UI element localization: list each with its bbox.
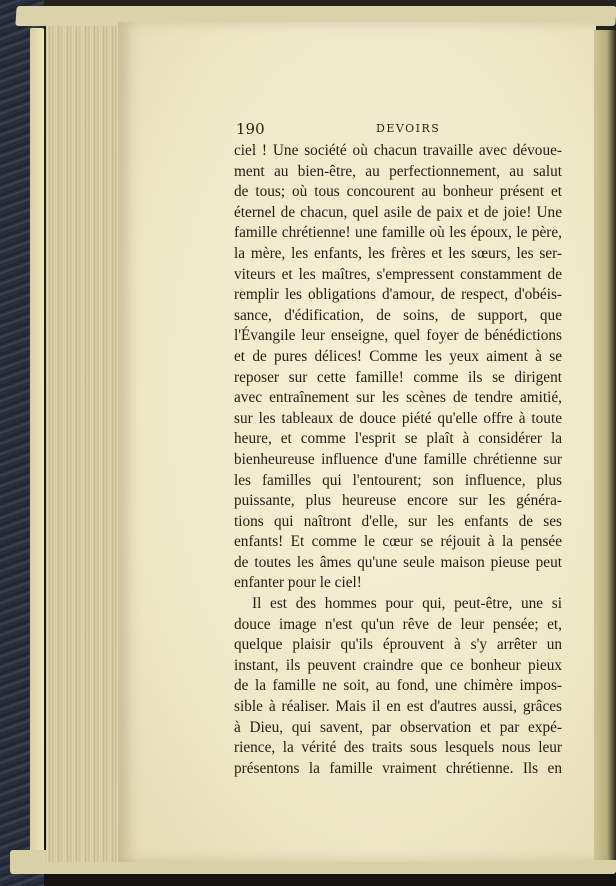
text-line: ment au bien-être, au perfectionnement, au salut [234, 162, 562, 180]
text-line: de toutes les âmes qu'une seule maison pieuse peut [234, 553, 562, 571]
facing-page-edge [594, 30, 616, 860]
text-line: heure, et comme l'esprit se plaît à considérer la [234, 430, 562, 448]
text-line: sible à réaliser. Mais il en est d'autres aussi, grâces [234, 698, 562, 716]
page-stack [46, 26, 126, 862]
text-line: de tous; où tous concourent au bonheur présent et [234, 183, 562, 201]
text-line: viteurs et les maîtres, s'empressent constamment de [234, 265, 562, 283]
text-line: instant, ils peuvent craindre que ce bonheur pieux [234, 656, 562, 674]
cover-edge [30, 28, 44, 858]
text-line: douce image n'est qu'un rêve de leur pensée; et, [234, 615, 562, 633]
text-line: quelque plaisir qu'ils éprouvent à s'y arrêter un [234, 636, 562, 654]
text-line: présentons la famille vraiment chrétienne. Ils en [234, 759, 562, 777]
text-line: enfants! Et comme le cœur se réjouit à la pensée [234, 533, 562, 551]
text-line: avec entraînement sur les scènes de tendre amitié, [234, 389, 562, 407]
text-line: de la famille ne soit, au fond, une chimère impos- [234, 677, 562, 695]
text-line: l'Évangile leur enseigne, quel foyer de bénédictions [234, 327, 562, 345]
running-head: DEVOIRS [376, 122, 441, 135]
page-header [236, 120, 566, 140]
text-line: sur les tableaux de douce piété qu'elle offre à toute [234, 409, 562, 427]
text-line: remplir les obligations d'amour, de respect, d'obéis- [234, 286, 562, 304]
text-line: puissante, plus heureuse encore sur les généra- [234, 492, 562, 510]
text-line: ciel ! Une société où chacun travaille avec dévoue- [234, 142, 562, 159]
text-line: Il est des hommes pour qui, peut-être, une si [252, 595, 562, 613]
page-number: 190 [236, 120, 265, 138]
text-line: reposer sur cette famille! comme ils se dirigent [234, 368, 562, 386]
text-line: la mère, les enfants, les frères et les sœurs, les ser- [234, 244, 562, 262]
text-line: enfanter pour le ciel! [234, 574, 362, 592]
text-line: sance, d'édification, de soins, de support, que [234, 306, 562, 324]
text-line: et de pures délices! Comme les yeux aiment à se [234, 347, 562, 365]
text-line: à Dieu, qui savent, par observation et par expé- [234, 718, 562, 736]
text-line: bienheureuse influence d'une famille chrétienne sur [234, 450, 562, 468]
text-line: tions qui naîtront d'elle, sur les enfants de ses [234, 512, 562, 530]
text-line: famille chrétienne! une famille où les époux, le père, [234, 224, 562, 242]
text-line: les familles qui l'entourent; son influence, plus [234, 471, 562, 489]
body-text [234, 141, 562, 779]
text-line: rience, la vérité des traits sous lesquels nous leur [234, 739, 562, 757]
text-line: éternel de chacun, quel asile de paix et de joie! Une [234, 203, 562, 221]
